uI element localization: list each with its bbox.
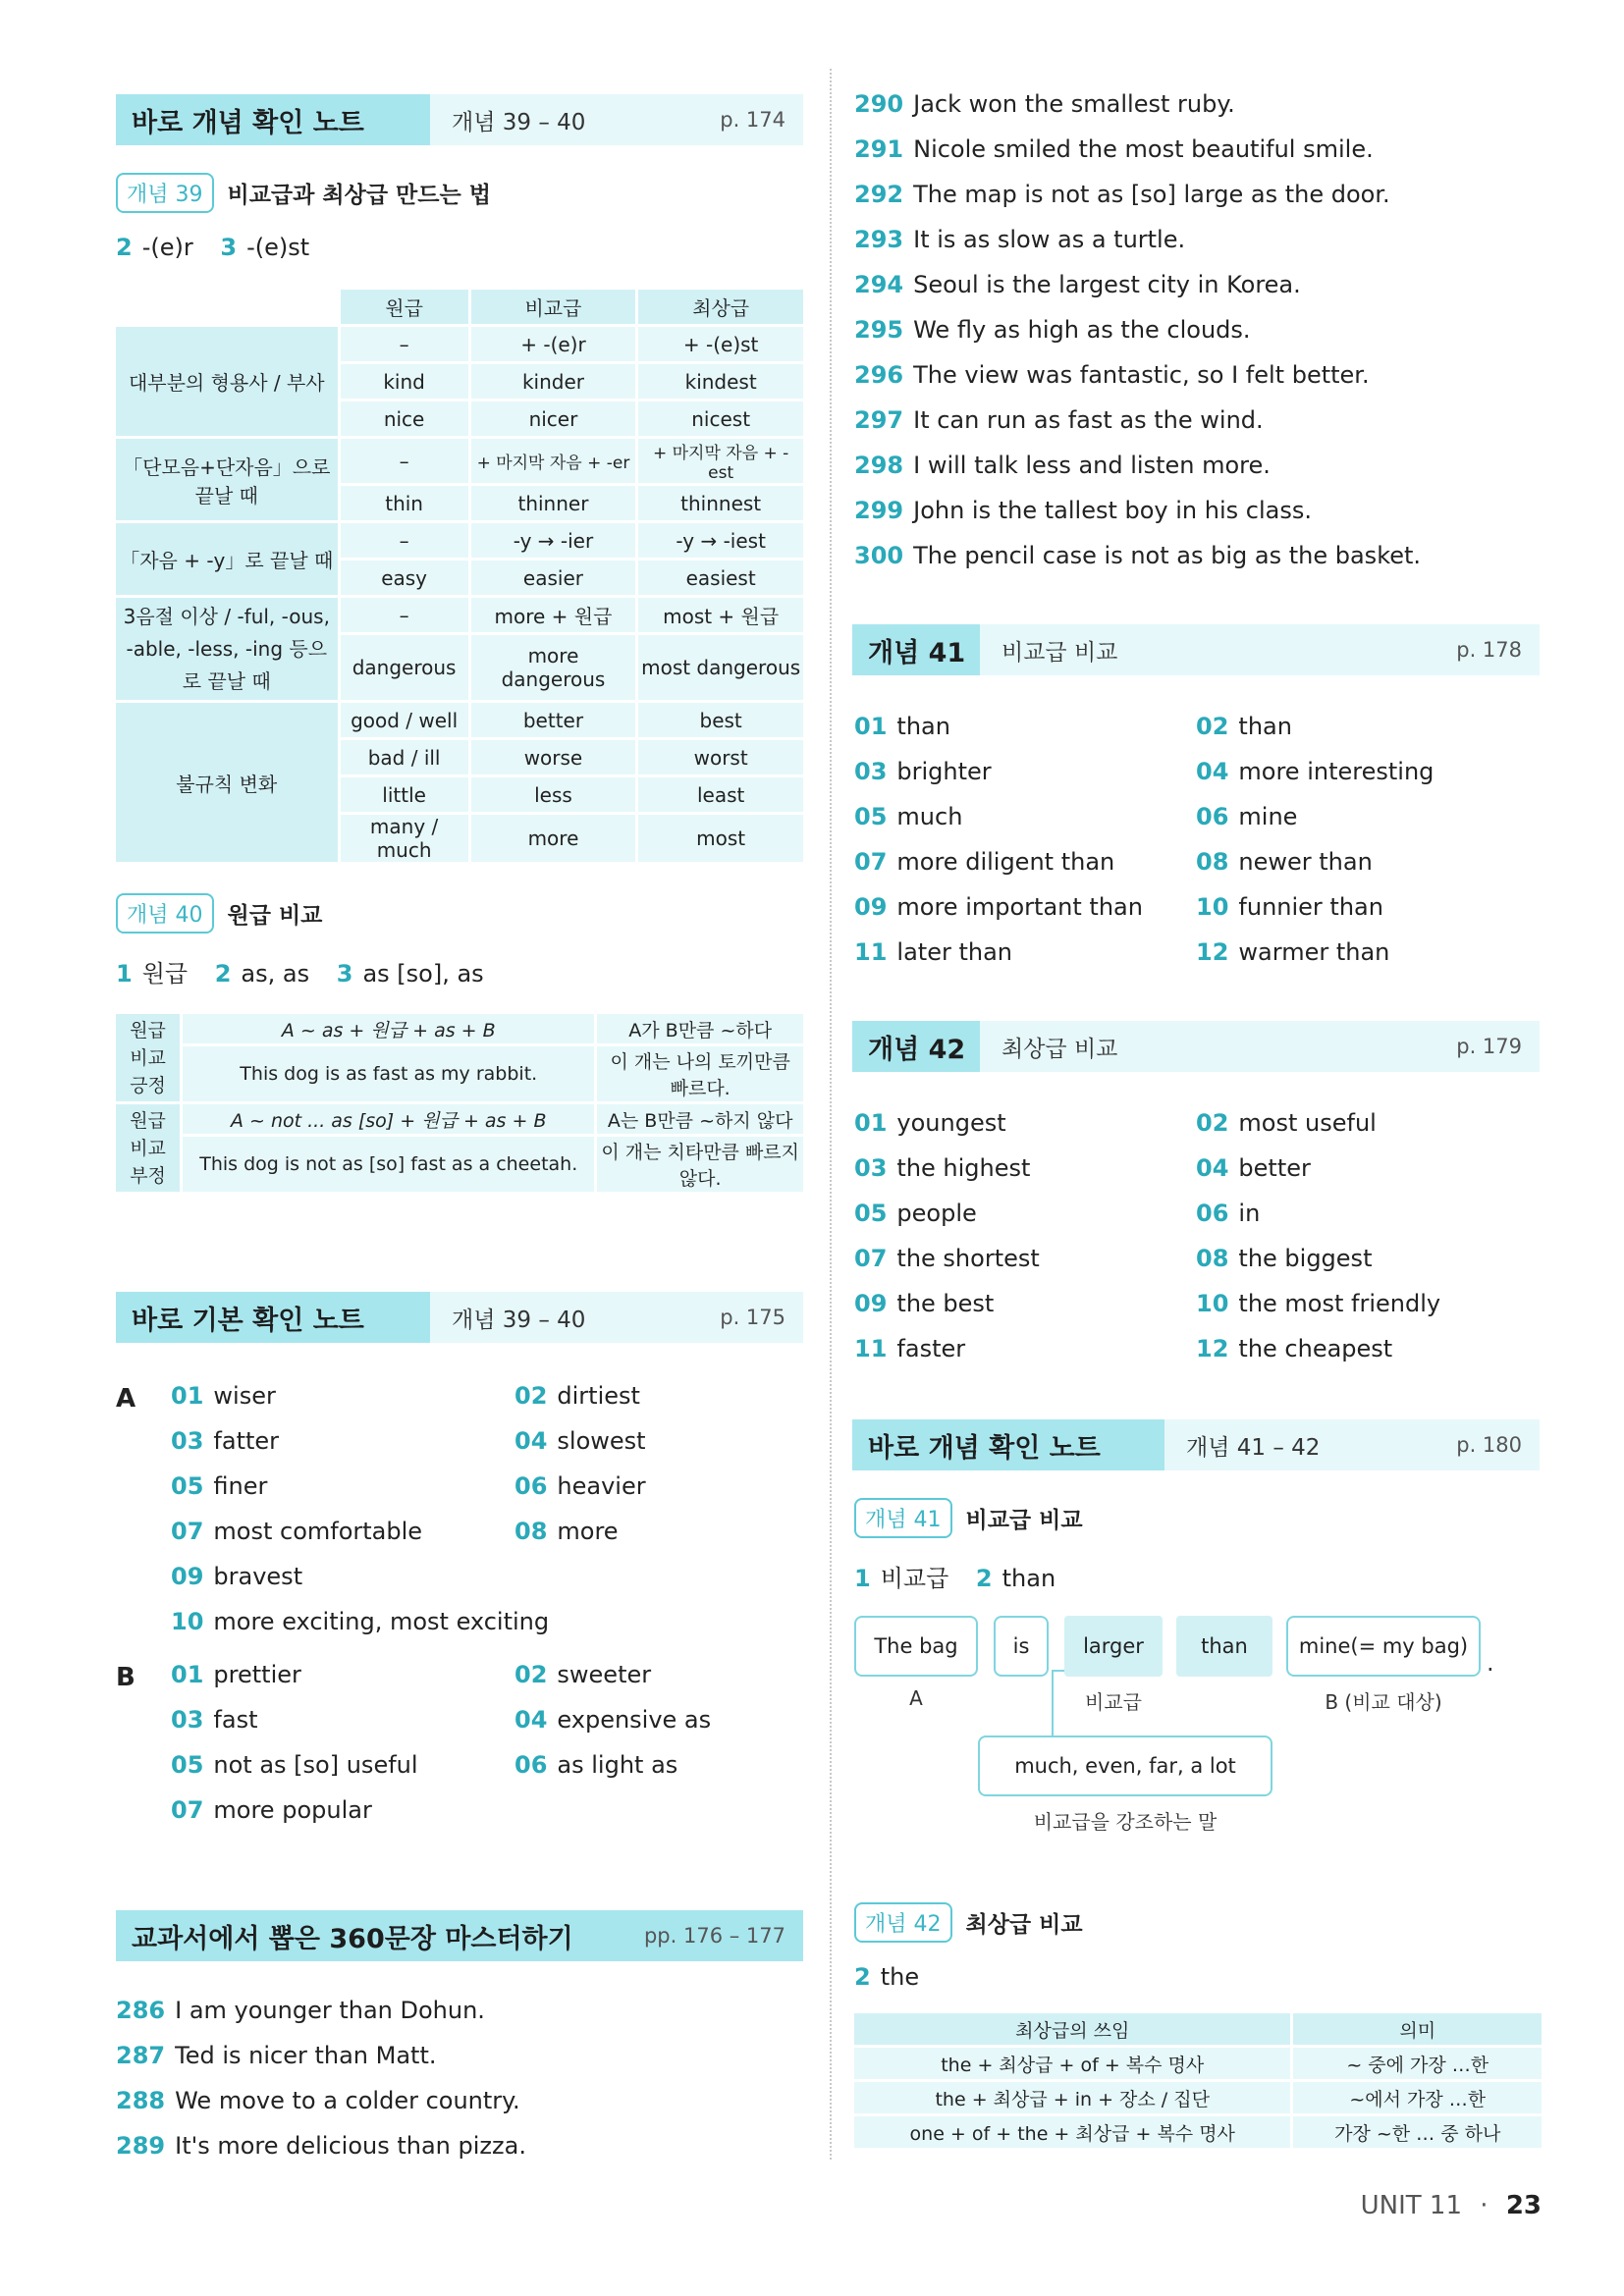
section-page: p. 179 bbox=[1456, 1035, 1522, 1058]
answer-item: 07 more diligent than bbox=[854, 848, 1115, 876]
answer-item: 04 slowest bbox=[514, 1427, 646, 1455]
diagram-connector bbox=[1041, 1669, 1080, 1737]
section-page: pp. 176 – 177 bbox=[643, 1924, 785, 1948]
table-cell: dangerous bbox=[341, 635, 468, 700]
answer-item: 04 expensive as bbox=[514, 1706, 712, 1734]
table-cell: -y → -ier bbox=[471, 523, 636, 558]
sentence-item: 290 Jack won the smallest ruby. bbox=[854, 90, 1235, 118]
sentence-item: 287 Ted is nicer than Matt. bbox=[116, 2042, 437, 2069]
answer-item: 10 more exciting, most exciting bbox=[171, 1608, 550, 1635]
concept-badge: 개념 42 bbox=[854, 1902, 952, 1943]
column-divider bbox=[830, 69, 832, 2160]
answer-item: 05 people bbox=[854, 1200, 977, 1227]
formula-cell: A ~ as + 원급 + as + B bbox=[183, 1014, 594, 1043]
sentence-item: 293 It is as slow as a turtle. bbox=[854, 226, 1186, 253]
table-cell: kinder bbox=[471, 364, 636, 399]
page-footer bbox=[1361, 2191, 1542, 2220]
table-cell: more + 원급 bbox=[471, 598, 636, 632]
table-cell: little bbox=[341, 777, 468, 812]
diagram-word-than: than bbox=[1176, 1616, 1272, 1677]
diagram-label-a: A bbox=[909, 1686, 923, 1710]
section-page: p. 178 bbox=[1456, 638, 1522, 662]
answer-item: 05 not as [so] useful bbox=[171, 1751, 418, 1779]
answer-item: 06 heavier bbox=[514, 1472, 646, 1500]
answer-item: 04 better bbox=[1196, 1154, 1311, 1182]
concept-40-tag bbox=[116, 893, 322, 934]
concept-label: 비교급과 최상급 만드는 법 bbox=[227, 183, 491, 208]
table-cell: + -(e)r bbox=[471, 327, 636, 361]
meaning-cell: A가 B만큼 ~하다 bbox=[597, 1014, 803, 1043]
table-cell: kind bbox=[341, 364, 468, 399]
table-cell: more dangerous bbox=[471, 635, 636, 700]
answer-item: 09 bravest bbox=[171, 1563, 303, 1590]
answer-text: -(e)st bbox=[246, 234, 310, 261]
table-cell: ~에서 가장 …한 bbox=[1293, 2082, 1542, 2113]
section-title: 바로 개념 확인 노트 bbox=[116, 94, 430, 145]
section-header-concept-check bbox=[116, 94, 803, 145]
row-label: 원급 비교 부정 bbox=[116, 1104, 180, 1192]
answer-item: 12 the cheapest bbox=[1196, 1335, 1393, 1362]
equality-comparison-table bbox=[113, 1011, 806, 1195]
formula-cell: A ~ not ... as [so] + 원급 + as + B bbox=[183, 1104, 594, 1134]
table-cell: worse bbox=[471, 740, 636, 774]
answer-item: 02 than bbox=[1196, 713, 1292, 740]
concept-badge: 개념 39 bbox=[116, 173, 214, 213]
diagram-word-subject: The bag bbox=[854, 1616, 978, 1677]
sentence-item: 286 I am younger than Dohun. bbox=[116, 1997, 485, 2024]
table-cell: less bbox=[471, 777, 636, 812]
section-header-concept-41 bbox=[852, 624, 1540, 675]
answer-item: 05 much bbox=[854, 803, 963, 830]
sentence-item: 294 Seoul is the largest city in Korea. bbox=[854, 271, 1301, 298]
table-cell: nicest bbox=[638, 401, 803, 436]
section-title: 개념 42 bbox=[852, 1021, 980, 1072]
answer-item: 09 the best bbox=[854, 1290, 995, 1317]
table-cell: more bbox=[471, 815, 636, 862]
table-cell: easy bbox=[341, 561, 468, 595]
answer-number: 3 bbox=[336, 960, 353, 988]
answer-item: 02 most useful bbox=[1196, 1109, 1377, 1137]
answer-item: 06 in bbox=[1196, 1200, 1261, 1227]
sentence-item: 296 The view was fantastic, so I felt better. bbox=[854, 361, 1370, 389]
table-header: 최상급 bbox=[638, 290, 803, 324]
diagram-word-comparative: larger bbox=[1064, 1616, 1163, 1677]
sentence-item: 300 The pencil case is not as big as the basket. bbox=[854, 542, 1422, 569]
meaning-cell: A는 B만큼 ~하지 않다 bbox=[597, 1104, 803, 1134]
section-header-basic-check bbox=[116, 1292, 803, 1343]
concept-41-tag bbox=[854, 1498, 1083, 1538]
sentence-item: 289 It's more delicious than pizza. bbox=[116, 2132, 526, 2160]
answer-item: 01 prettier bbox=[171, 1661, 301, 1688]
table-cell: most bbox=[638, 815, 803, 862]
diagram-period: . bbox=[1487, 1649, 1494, 1677]
table-header: 의미 bbox=[1293, 2013, 1542, 2045]
section-title: 개념 41 bbox=[852, 624, 980, 675]
answer-item: 03 brighter bbox=[854, 758, 992, 785]
answer-item: 01 wiser bbox=[171, 1382, 276, 1410]
concept-39-tag bbox=[116, 173, 491, 213]
table-cell: better bbox=[471, 703, 636, 737]
answer-item: 08 newer than bbox=[1196, 848, 1373, 876]
table-cell: most dangerous bbox=[638, 635, 803, 700]
table-cell: – bbox=[341, 327, 468, 361]
answer-item: 03 fast bbox=[171, 1706, 258, 1734]
page-number: 23 bbox=[1505, 2191, 1542, 2220]
table-cell: thinner bbox=[471, 486, 636, 520]
concept-42-answers: 2 the bbox=[854, 1963, 920, 1991]
sentence-item: 288 We move to a colder country. bbox=[116, 2087, 520, 2114]
example-meaning-cell: 이 개는 나의 토끼만큼 빠르다. bbox=[597, 1046, 803, 1101]
section-header-concept-42 bbox=[852, 1021, 1540, 1072]
answer-item: 01 than bbox=[854, 713, 950, 740]
table-cell: bad / ill bbox=[341, 740, 468, 774]
answer-item: 10 funnier than bbox=[1196, 893, 1383, 921]
section-header-concept-check-2 bbox=[852, 1419, 1540, 1470]
concept-badge: 개념 40 bbox=[116, 893, 214, 934]
diagram-word-verb: is bbox=[994, 1616, 1049, 1677]
table-cell: ~ 중에 가장 …한 bbox=[1293, 2048, 1542, 2079]
table-cell: + 마지막 자음 + -er bbox=[471, 439, 636, 483]
answer-item: 02 dirtiest bbox=[514, 1382, 640, 1410]
table-cell: nicer bbox=[471, 401, 636, 436]
section-concepts: 개념 41 – 42 bbox=[1186, 1434, 1321, 1461]
section-title: 바로 기본 확인 노트 bbox=[116, 1292, 430, 1343]
section-page: p. 175 bbox=[720, 1306, 785, 1329]
answer-text: 원급 bbox=[141, 960, 189, 988]
concept-label: 원급 비교 bbox=[227, 903, 323, 929]
table-cell: worst bbox=[638, 740, 803, 774]
answer-item: 11 faster bbox=[854, 1335, 966, 1362]
row-group-label: 「자음 + -y」로 끝날 때 bbox=[116, 523, 338, 595]
diagram-intensifiers-box: much, even, far, a lot bbox=[978, 1735, 1272, 1796]
unit-label: UNIT 11 bbox=[1360, 2191, 1463, 2220]
table-cell: many / much bbox=[341, 815, 468, 862]
answer-item: 06 mine bbox=[1196, 803, 1298, 830]
diagram-label-comparative: 비교급 bbox=[1085, 1690, 1142, 1714]
answer-number: 2 bbox=[214, 960, 232, 988]
section-header-360 bbox=[116, 1910, 803, 1961]
table-cell: kindest bbox=[638, 364, 803, 399]
answer-item: 07 the shortest bbox=[854, 1245, 1040, 1272]
answer-item: 10 the most friendly bbox=[1196, 1290, 1441, 1317]
sentence-item: 299 John is the tallest boy in his class. bbox=[854, 497, 1312, 524]
exercise-b-label: B bbox=[116, 1663, 135, 1692]
footer-separator: · bbox=[1480, 2191, 1489, 2220]
answer-item: 03 the highest bbox=[854, 1154, 1031, 1182]
answer-number: 3 bbox=[220, 234, 238, 261]
answer-text: as, as bbox=[241, 960, 310, 988]
table-cell: least bbox=[638, 777, 803, 812]
concept-badge: 개념 41 bbox=[854, 1498, 952, 1538]
sentence-item: 292 The map is not as [so] large as the door. bbox=[854, 181, 1390, 208]
sentence-item: 291 Nicole smiled the most beautiful smile. bbox=[854, 135, 1374, 163]
concept-42-tag bbox=[854, 1902, 1083, 1943]
example-cell: This dog is not as [so] fast as a cheetah. bbox=[183, 1137, 594, 1192]
sentence-item: 297 It can run as fast as the wind. bbox=[854, 406, 1264, 434]
table-cell: best bbox=[638, 703, 803, 737]
section-page: p. 180 bbox=[1456, 1433, 1522, 1457]
section-page: p. 174 bbox=[720, 108, 785, 132]
concept-label: 비교급 비교 bbox=[965, 1508, 1083, 1533]
sentence-item: 295 We fly as high as the clouds. bbox=[854, 316, 1251, 344]
section-subtitle: 최상급 비교 bbox=[1001, 1036, 1118, 1062]
table-cell: – bbox=[341, 439, 468, 483]
row-group-label: 「단모음+단자음」으로 끝날 때 bbox=[116, 439, 338, 520]
superlative-usage-table bbox=[851, 2010, 1544, 2151]
table-cell: easier bbox=[471, 561, 636, 595]
section-title: 교과서에서 뽑은 360문장 마스터하기 bbox=[116, 1910, 644, 1961]
row-group-label: 3음절 이상 / -ful, -ous, -able, -less, -ing 등으로 끝날 때 bbox=[116, 598, 338, 700]
concept-39-answers bbox=[116, 234, 309, 261]
concept-label: 최상급 비교 bbox=[965, 1912, 1083, 1938]
answer-item: 06 as light as bbox=[514, 1751, 678, 1779]
table-cell: 가장 ~한 … 중 하나 bbox=[1293, 2116, 1542, 2148]
table-cell: easiest bbox=[638, 561, 803, 595]
answer-item: 09 more important than bbox=[854, 893, 1143, 921]
answer-item: 08 the biggest bbox=[1196, 1245, 1373, 1272]
diagram-word-object: mine(= my bag) bbox=[1286, 1616, 1481, 1677]
answer-item: 03 fatter bbox=[171, 1427, 280, 1455]
answer-item: 02 sweeter bbox=[514, 1661, 652, 1688]
table-cell: good / well bbox=[341, 703, 468, 737]
answer-item: 04 more interesting bbox=[1196, 758, 1435, 785]
table-cell: -y → -iest bbox=[638, 523, 803, 558]
answer-item: 07 most comfortable bbox=[171, 1518, 423, 1545]
row-group-label: 대부분의 형용사 / 부사 bbox=[116, 327, 338, 436]
table-header: 원급 bbox=[341, 290, 468, 324]
table-cell: thin bbox=[341, 486, 468, 520]
row-label: 원급 비교 긍정 bbox=[116, 1014, 180, 1101]
example-meaning-cell: 이 개는 치타만큼 빠르지 않다. bbox=[597, 1137, 803, 1192]
section-concepts: 개념 39 – 40 bbox=[452, 1307, 586, 1333]
answer-text: as [so], as bbox=[362, 960, 484, 988]
table-cell: the + 최상급 + of + 복수 명사 bbox=[854, 2048, 1290, 2079]
diagram-label-b: B (비교 대상) bbox=[1325, 1690, 1442, 1714]
table-cell: nice bbox=[341, 401, 468, 436]
table-cell: + 마지막 자음 + -est bbox=[638, 439, 803, 483]
table-cell: the + 최상급 + in + 장소 / 집단 bbox=[854, 2082, 1290, 2113]
comparison-forms-table bbox=[113, 287, 806, 865]
table-cell: + -(e)st bbox=[638, 327, 803, 361]
table-cell: one + of + the + 최상급 + 복수 명사 bbox=[854, 2116, 1290, 2148]
answer-number: 1 bbox=[116, 960, 133, 988]
section-concepts: 개념 39 – 40 bbox=[452, 109, 586, 135]
row-group-label: 불규칙 변화 bbox=[116, 703, 338, 862]
answer-item: 07 more popular bbox=[171, 1796, 372, 1824]
answer-item: 08 more bbox=[514, 1518, 619, 1545]
answer-item: 12 warmer than bbox=[1196, 938, 1390, 966]
table-header: 비교급 bbox=[471, 290, 636, 324]
section-subtitle: 비교급 비교 bbox=[1001, 639, 1118, 666]
table-cell: most + 원급 bbox=[638, 598, 803, 632]
table-header: 최상급의 쓰임 bbox=[854, 2013, 1290, 2045]
sentence-item: 298 I will talk less and listen more. bbox=[854, 452, 1271, 479]
answer-item: 01 youngest bbox=[854, 1109, 1006, 1137]
table-cell: thinnest bbox=[638, 486, 803, 520]
table-cell: – bbox=[341, 598, 468, 632]
section-title: 바로 개념 확인 노트 bbox=[852, 1419, 1164, 1470]
answer-text: -(e)r bbox=[141, 234, 193, 261]
concept-40-answers bbox=[116, 954, 484, 988]
answer-item: 05 finer bbox=[171, 1472, 268, 1500]
example-cell: This dog is as fast as my rabbit. bbox=[183, 1046, 594, 1101]
concept-41-answers: 1 비교급 2 than bbox=[854, 1565, 1056, 1592]
diagram-intensifiers-label: 비교급을 강조하는 말 bbox=[1033, 1810, 1218, 1834]
answer-number: 2 bbox=[116, 234, 133, 261]
exercise-a-label: A bbox=[116, 1384, 136, 1414]
table-cell: – bbox=[341, 523, 468, 558]
answer-item: 11 later than bbox=[854, 938, 1012, 966]
